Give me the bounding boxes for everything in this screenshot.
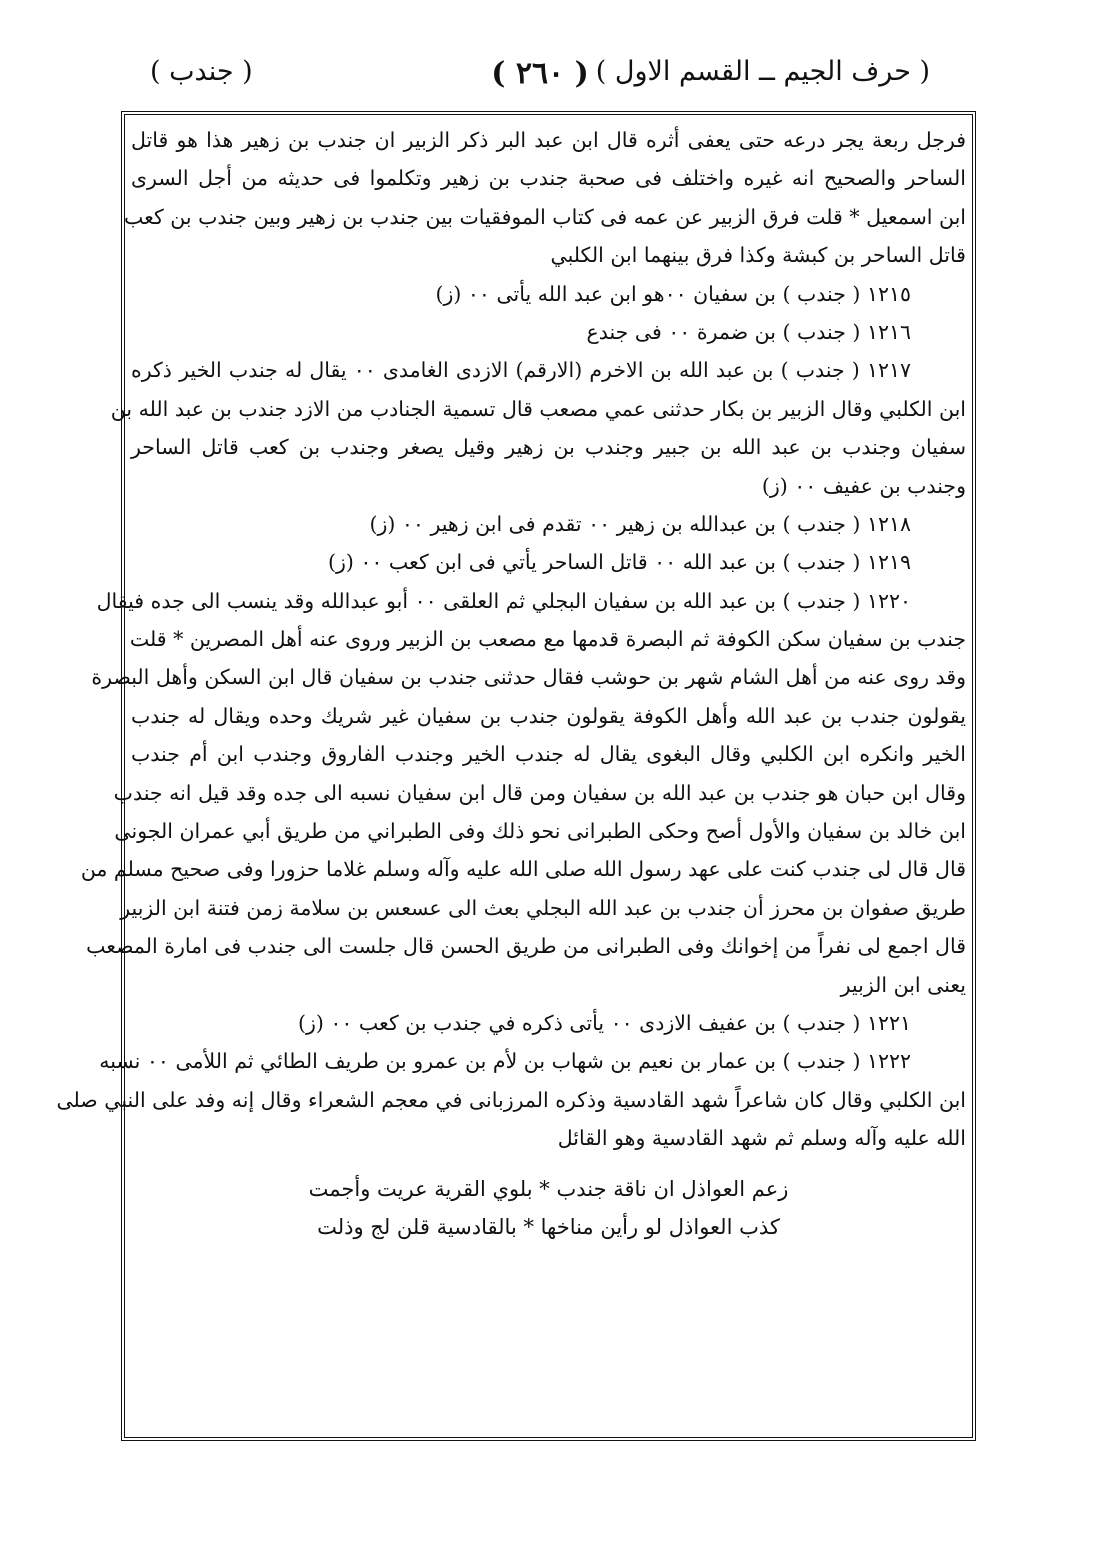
body-lines (56, 121, 966, 1158)
verse-line: كذب العواذل لو رأين مناخها * بالقادسية قلن لج وذلت (317, 1214, 780, 1239)
text-line: يعنى ابن الزبير (840, 972, 966, 997)
entry-heading-line: ١٢١٧ ( جندب ) بن عبد الله بن الاخرم (الارقم) الازدى الغامدى ٠٠ يقال له جندب الخير ذكره (131, 358, 911, 383)
text-line: ابن خالد بن سفيان والأول أصح وحكى الطبرانى نحو ذلك وفى الطبراني من طريق أبي عمران الجونى (114, 819, 966, 844)
page-header (150, 48, 930, 98)
text-line: ابن الكلبي وقال الزبير بن بكار حدثنى عمي مصعب قال تسمية الجنادب من الازد جندب بن عبد الله بن (110, 396, 966, 421)
header-page-number: ( ٢٦٠ ) (491, 56, 589, 91)
verse-line: زعم العواذل ان ناقة جندب * بلوي القرية عريت وأجمت (308, 1176, 789, 1201)
poem-verses (131, 1170, 966, 1247)
text-line: وقال ابن حبان هو جندب بن عبد الله بن سفيان ومن قال ابن سفيان نسبه الى جده وقد قيل انه جندب (113, 780, 966, 805)
text-line: قاتل الساحر بن كبشة وكذا فرق بينهما ابن الكلبي (550, 243, 966, 268)
entry-heading-line: ١٢٢٢ ( جندب ) بن عمار بن نعيم بن شهاب بن لأم بن عمرو بن طريف الطائي ثم اللأمى ٠٠ نسبه (99, 1049, 911, 1074)
text-line: فرجل ربعة يجر درعه حتى يعفى أثره قال ابن عبد البر ذكر الزبير ان جندب بن زهير هذا هو قاتل (131, 128, 966, 152)
text-line: يقولون جندب بن عبد الله وأهل الكوفة يقولون جندب بن سفيان غير شريك وحده ويقال له جندب (131, 703, 966, 728)
text-line: قال قال لى جندب كنت على عهد رسول الله صلى الله عليه وآله وسلم غلاما حزورا وفى صحيح مسلم من (80, 857, 966, 882)
text-line: الساحر والصحيح انه غيره واختلف فى صحبة جندب بن زهير وتكلموا فى حديثه من أجل السرى (131, 166, 966, 191)
text-line: الله عليه وآله وسلم ثم شهد القادسية وهو القائل (557, 1126, 966, 1151)
text-line: ابن الكلبي وقال كان شاعراً شهد القادسية وذكره المرزبانى في معجم الشعراء وقال إنه وفد على النبي صلى (56, 1087, 966, 1112)
text-line: قال اجمع لى نفراً من إخوانك وفى الطبرانى من طريق الحسن قال جلست الى جندب فى امارة المصعب (86, 934, 966, 959)
text-line: وجندب بن عفيف ٠٠ (ز) (761, 473, 966, 498)
entry-heading-line: ١٢١٦ ( جندب ) بن ضمرة ٠٠ فى جندع (586, 319, 911, 344)
entry-heading-line: ١٢٢١ ( جندب ) بن عفيف الازدى ٠٠ يأتى ذكره في جندب بن كعب ٠٠ (ز) (297, 1010, 911, 1035)
text-line: طريق صفوان بن محرز أن جندب بن عبد الله البجلي بعث الى عسعس بن سلامة زمن فتنة ابن الزبير (120, 895, 966, 920)
text-line: سفيان وجندب بن عبد الله بن جبير وجندب بن زهير وقيل يصغر وجندب بن كعب قاتل الساحر (131, 435, 966, 460)
text-line: الخير وانكره ابن الكلبي وقال البغوى يقال له جندب الخير وجندب الفاروق وجندب ابن أم جندب (131, 742, 966, 767)
page-body (56, 121, 966, 1246)
entry-heading-line: ١٢٢٠ ( جندب ) بن عبد الله بن سفيان البجلي ثم العلقى ٠٠ أبو عبدالله وقد ينسب الى جده فيقال (96, 588, 911, 613)
header-chapter-title: ( حرف الجيم ــ القسم الاول ) (595, 56, 930, 87)
entry-heading-line: ١٢١٩ ( جندب ) بن عبد الله ٠٠ قاتل الساحر يأتي فى ابن كعب ٠٠ (ز) (327, 550, 911, 575)
entry-heading-line: ١٢١٨ ( جندب ) بن عبدالله بن زهير ٠٠ تقدم فى ابن زهير ٠٠ (ز) (369, 511, 911, 536)
text-line: جندب بن سفيان سكن الكوفة ثم البصرة قدمها مع مصعب بن الزبير وروى عنه أهل المصرين * قلت (129, 627, 966, 652)
text-line: وقد روى عنه من أهل الشام شهر بن حوشب فقال حدثنى جندب بن سفيان قال ابن السكن وأهل البصرة (91, 665, 966, 690)
entry-heading-line: ١٢١٥ ( جندب ) بن سفيان ٠٠هو ابن عبد الله يأتى ٠٠ (ز) (435, 281, 911, 306)
header-entry-name: ( جندب ) (150, 56, 253, 87)
text-line: ابن اسمعيل * قلت فرق الزبير عن عمه فى كتاب الموفقيات بين جندب بن زهير وبين جندب بن كعب (124, 204, 966, 229)
